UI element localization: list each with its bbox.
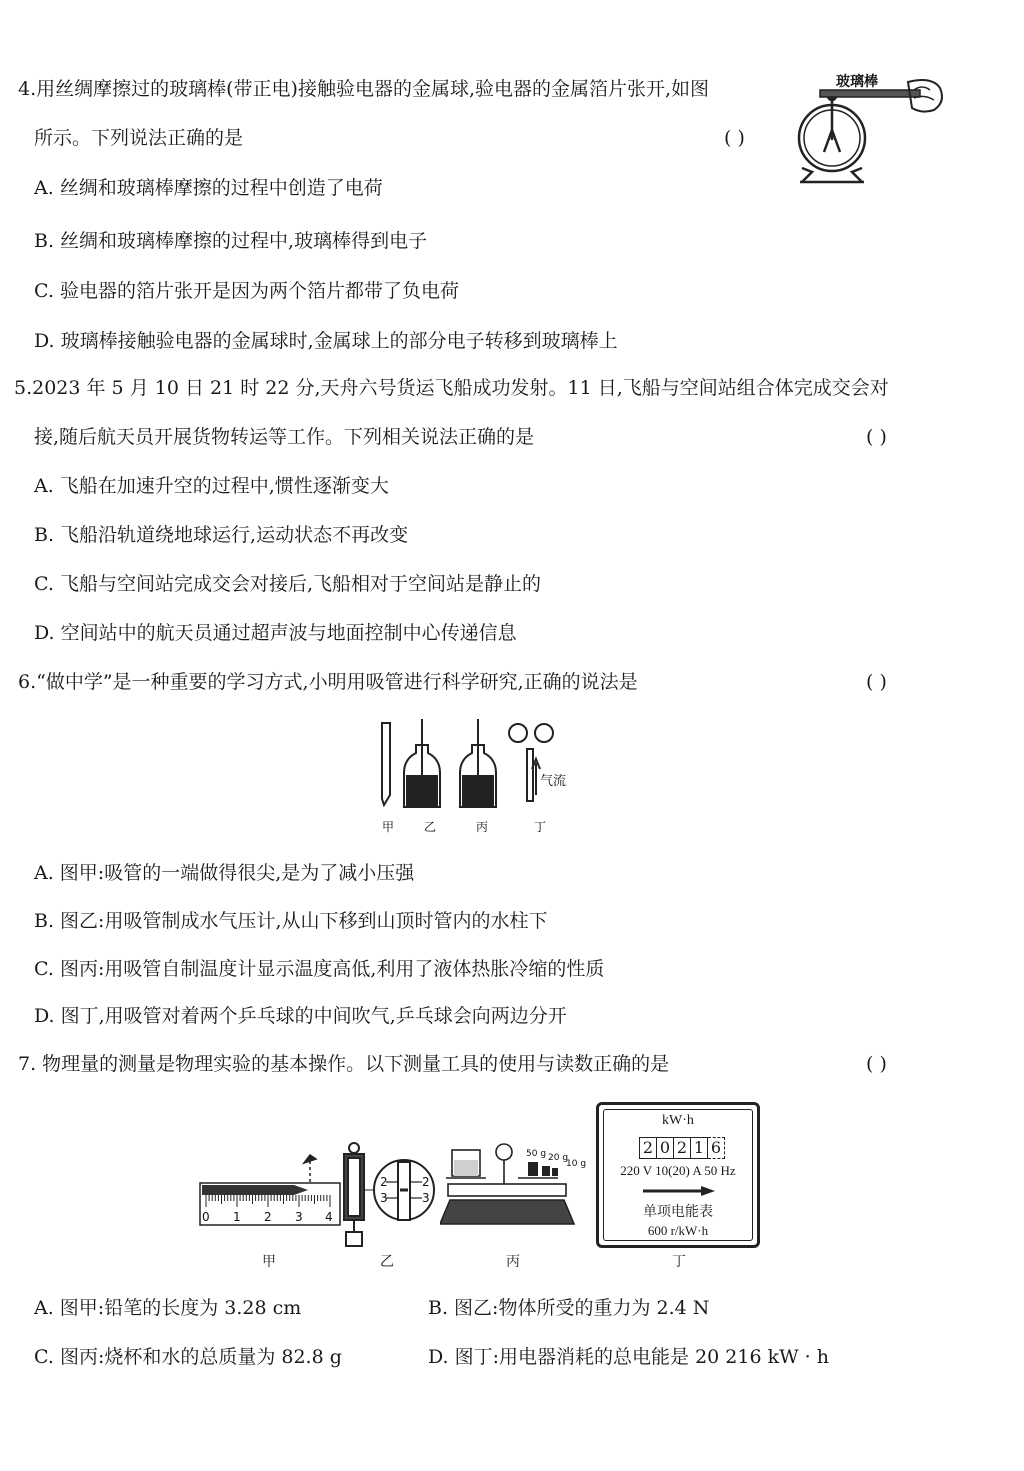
meter-digits [639, 1137, 725, 1159]
fig7-label-bing: 丙 [506, 1254, 520, 1270]
q6-option-c[interactable]: C. 图丙:用吸管自制温度计显示温度高低,利用了液体热胀冷缩的性质 [34, 958, 605, 980]
q6-answer-blank[interactable]: ( ) [866, 671, 887, 693]
q5-option-a[interactable]: A. 飞船在加速升空的过程中,惯性逐渐变大 [34, 475, 389, 497]
q4-option-d[interactable]: D. 玻璃棒接触验电器的金属球时,金属球上的部分电子转移到玻璃棒上 [34, 330, 618, 352]
fig6-label-jia: 甲 [382, 820, 395, 834]
q5-option-b[interactable]: B. 飞船沿轨道绕地球运行,运动状态不再改变 [34, 524, 409, 546]
glass-rod-label: 玻璃棒 [836, 74, 878, 90]
q4-option-b[interactable]: B. 丝绸和玻璃棒摩擦的过程中,玻璃棒得到电子 [34, 230, 428, 252]
straw-pointed-tip [382, 723, 390, 805]
q7-option-d[interactable]: D. 图丁:用电器消耗的总电能是 20 216 kW · h [428, 1346, 829, 1368]
ruler-tick-2: 2 [264, 1210, 272, 1224]
q5-stem-line1: 5.2023 年 5 月 10 日 21 时 22 分,天舟六号货运飞船成功发射。11 日,飞船与空间站组合体完成交会对 [14, 377, 889, 399]
meter-digit-4: 1 [691, 1137, 708, 1159]
ruler-tick-4: 4 [325, 1210, 333, 1224]
weight-10g: 10 g [566, 1159, 587, 1169]
spring-scale-figure [338, 1140, 438, 1252]
meter-rating: 220 V 10(20) A 50 Hz [620, 1163, 736, 1178]
meter-digit-5: 6 [708, 1137, 725, 1159]
q5-option-d[interactable]: D. 空间站中的航天员通过超声波与地面控制中心传递信息 [34, 622, 517, 644]
q7-answer-blank[interactable]: ( ) [866, 1053, 887, 1075]
q6-stem-line1: 6.“做中学”是一种重要的学习方式,小明用吸管进行科学研究,正确的说法是 [18, 671, 638, 693]
airflow-label: 气流 [540, 774, 567, 789]
meter-unit: kW·h [662, 1113, 694, 1128]
q7-option-c[interactable]: C. 图丙:烧杯和水的总质量为 82.8 g [34, 1346, 342, 1368]
q7-option-a[interactable]: A. 图甲:铅笔的长度为 3.28 cm [34, 1297, 302, 1319]
blowing-straw [527, 749, 533, 801]
meter-digit-1: 2 [639, 1137, 657, 1159]
ping-pong-ball-left [509, 724, 527, 742]
meter-name: 单项电能表 [643, 1204, 713, 1220]
q6-option-b[interactable]: B. 图乙:用吸管制成水气压计,从山下移到山顶时管内的水柱下 [34, 910, 548, 932]
q7-option-b[interactable]: B. 图乙:物体所受的重力为 2.4 N [428, 1297, 710, 1319]
q6-option-d[interactable]: D. 图丁,用吸管对着两个乒乓球的中间吹气,乒乓球会向两边分开 [34, 1005, 567, 1027]
pencil [202, 1185, 308, 1195]
fig6-label-bing: 丙 [476, 820, 489, 834]
fig7-label-jia: 甲 [262, 1254, 276, 1270]
scale-tick-2: 2 [380, 1175, 388, 1189]
weight-20g: 20 g [548, 1153, 569, 1163]
q5-option-c[interactable]: C. 飞船与空间站完成交会对接后,飞船相对于空间站是静止的 [34, 573, 541, 595]
weight-50g: 50 g [526, 1149, 547, 1159]
q4-stem-line1: 4.用丝绸摩擦过的玻璃棒(带正电)接触验电器的金属球,验电器的金属箔片张开,如图 [18, 78, 710, 100]
straw-experiments-figure [370, 715, 590, 840]
meter-digit-3: 2 [674, 1137, 691, 1159]
balance-figure [440, 1140, 590, 1250]
meter-digit-2: 0 [657, 1137, 674, 1159]
fig7-label-yi: 乙 [380, 1254, 394, 1270]
fig7-label-ding: 丁 [672, 1254, 686, 1270]
scale-tick-3-right: 3 [422, 1191, 430, 1205]
scale-tick-2-right: 2 [422, 1175, 430, 1189]
q4-option-a[interactable]: A. 丝绸和玻璃棒摩擦的过程中创造了电荷 [34, 177, 383, 199]
ruler-tick-0: 0 [202, 1210, 210, 1224]
q7-stem-line1: 7. 物理量的测量是物理实验的基本操作。以下测量工具的使用与读数正确的是 [18, 1053, 670, 1075]
q6-option-a[interactable]: A. 图甲:吸管的一端做得很尖,是为了减小压强 [34, 862, 415, 884]
scale-tick-3: 3 [380, 1191, 388, 1205]
meter-disc-arrow [641, 1185, 717, 1197]
fig6-label-ding: 丁 [534, 820, 547, 834]
fig6-label-yi: 乙 [424, 820, 437, 834]
meter-constant: 600 r/kW·h [647, 1223, 709, 1238]
q4-stem-line2: 所示。下列说法正确的是 [34, 127, 244, 149]
energy-meter [596, 1102, 760, 1248]
q5-answer-blank[interactable]: ( ) [866, 426, 887, 448]
ruler-pencil-figure [198, 1145, 344, 1235]
q5-stem-line2: 接,随后航天员开展货物转运等工作。下列相关说法正确的是 [34, 426, 535, 448]
ruler-tick-1: 1 [233, 1210, 241, 1224]
q4-option-c[interactable]: C. 验电器的箔片张开是因为两个箔片都带了负电荷 [34, 280, 459, 302]
ping-pong-ball-right [535, 724, 553, 742]
electroscope-figure [790, 68, 950, 190]
ruler-tick-3: 3 [295, 1210, 303, 1224]
q4-answer-blank[interactable]: ( ) [724, 127, 745, 149]
